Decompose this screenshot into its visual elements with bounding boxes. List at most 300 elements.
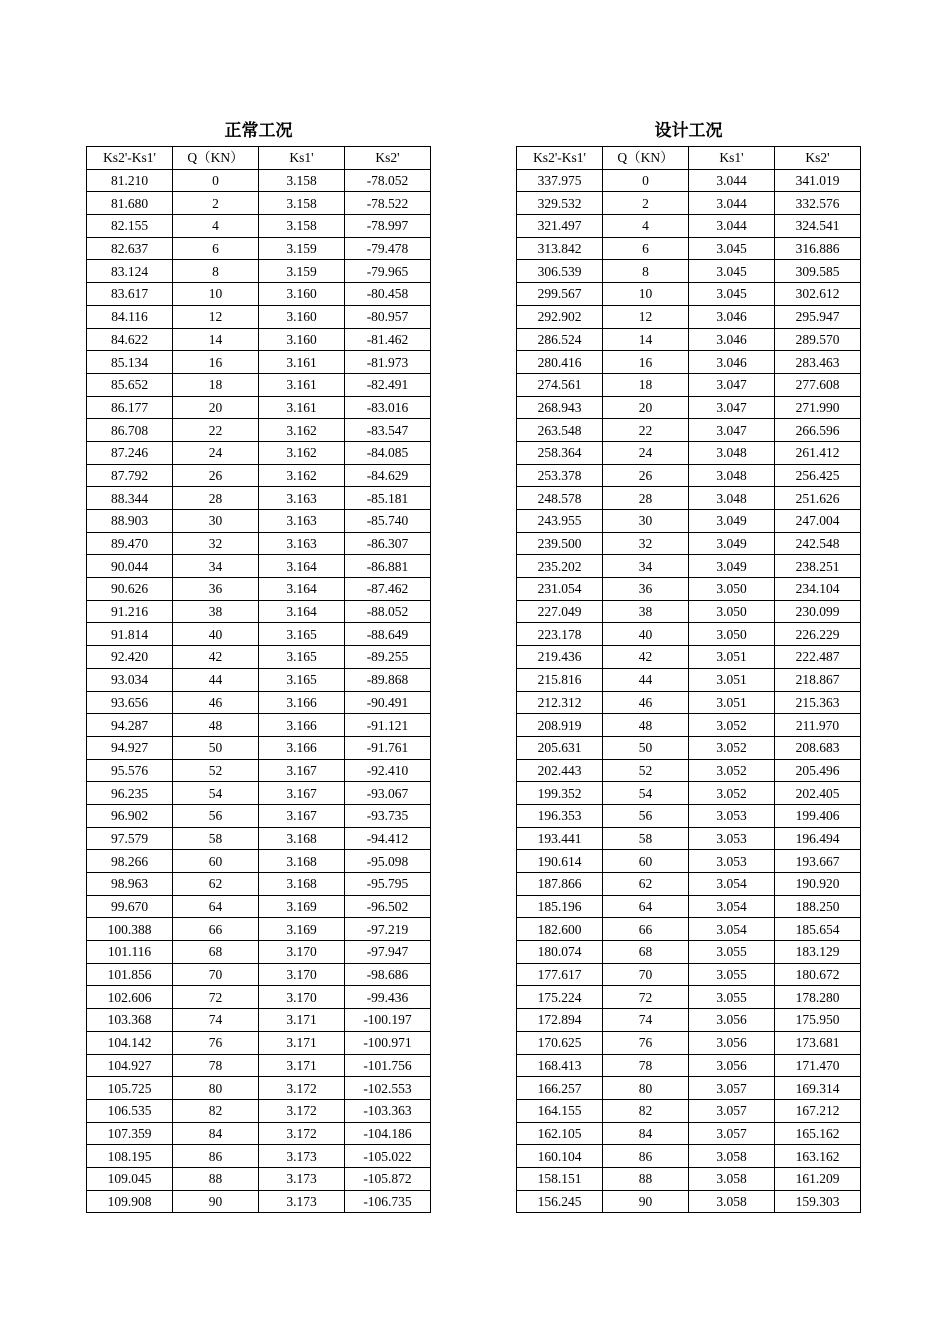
table-header-row	[517, 147, 861, 170]
cell-ks-diff: 321.497	[517, 215, 603, 238]
cell-ks2: 159.303	[775, 1190, 861, 1213]
cell-ks2: -93.735	[345, 804, 431, 827]
cell-ks1: 3.045	[689, 283, 775, 306]
cell-ks2: -90.491	[345, 691, 431, 714]
cell-ks-diff: 94.287	[87, 714, 173, 737]
table-row	[87, 759, 431, 782]
cell-q: 4	[603, 215, 689, 238]
cell-q: 8	[603, 260, 689, 283]
cell-q: 38	[173, 600, 259, 623]
cell-ks1: 3.053	[689, 850, 775, 873]
cell-ks2: 202.405	[775, 782, 861, 805]
cell-ks1: 3.049	[689, 555, 775, 578]
column-header-ks2: Ks2'	[345, 147, 431, 170]
cell-ks-diff: 231.054	[517, 578, 603, 601]
cell-ks2: -78.997	[345, 215, 431, 238]
cell-ks2: 226.229	[775, 623, 861, 646]
cell-ks-diff: 180.074	[517, 941, 603, 964]
table-row	[87, 441, 431, 464]
cell-ks1: 3.161	[259, 396, 345, 419]
table-row	[517, 941, 861, 964]
cell-ks2: 271.990	[775, 396, 861, 419]
cell-ks-diff: 97.579	[87, 827, 173, 850]
cell-q: 78	[603, 1054, 689, 1077]
cell-ks2: 193.667	[775, 850, 861, 873]
table-row	[517, 373, 861, 396]
cell-ks2: -104.186	[345, 1122, 431, 1145]
cell-ks1: 3.047	[689, 396, 775, 419]
cell-ks1: 3.173	[259, 1190, 345, 1213]
table-row	[87, 555, 431, 578]
cell-q: 12	[603, 305, 689, 328]
cell-ks-diff: 103.368	[87, 1009, 173, 1032]
cell-ks2: -84.085	[345, 441, 431, 464]
table-row	[87, 850, 431, 873]
table-row	[517, 963, 861, 986]
cell-q: 20	[603, 396, 689, 419]
table-row	[87, 827, 431, 850]
cell-q: 70	[173, 963, 259, 986]
cell-ks2: 283.463	[775, 351, 861, 374]
cell-ks1: 3.158	[259, 215, 345, 238]
cell-ks-diff: 202.443	[517, 759, 603, 782]
cell-ks2: 261.412	[775, 441, 861, 464]
table-row	[517, 396, 861, 419]
table-row	[517, 169, 861, 192]
cell-ks2: 208.683	[775, 736, 861, 759]
cell-ks-diff: 306.539	[517, 260, 603, 283]
table-row	[517, 464, 861, 487]
cell-ks-diff: 88.903	[87, 510, 173, 533]
table-row	[87, 237, 431, 260]
cell-ks1: 3.168	[259, 873, 345, 896]
cell-ks1: 3.159	[259, 260, 345, 283]
cell-ks1: 3.052	[689, 759, 775, 782]
cell-ks2: -80.957	[345, 305, 431, 328]
table-header-row	[87, 147, 431, 170]
cell-ks1: 3.046	[689, 328, 775, 351]
cell-q: 18	[173, 373, 259, 396]
table-row	[87, 532, 431, 555]
cell-q: 0	[603, 169, 689, 192]
normal-condition-block	[86, 112, 431, 1213]
cell-ks-diff: 102.606	[87, 986, 173, 1009]
cell-ks-diff: 268.943	[517, 396, 603, 419]
cell-ks-diff: 86.177	[87, 396, 173, 419]
cell-ks1: 3.057	[689, 1122, 775, 1145]
cell-ks2: 183.129	[775, 941, 861, 964]
cell-ks1: 3.048	[689, 487, 775, 510]
cell-ks-diff: 98.266	[87, 850, 173, 873]
cell-ks2: 218.867	[775, 668, 861, 691]
cell-ks1: 3.045	[689, 237, 775, 260]
cell-ks-diff: 101.856	[87, 963, 173, 986]
cell-ks-diff: 105.725	[87, 1077, 173, 1100]
cell-q: 20	[173, 396, 259, 419]
table-row	[87, 1190, 431, 1213]
cell-q: 78	[173, 1054, 259, 1077]
table-row	[87, 419, 431, 442]
cell-ks1: 3.051	[689, 668, 775, 691]
cell-q: 6	[603, 237, 689, 260]
table-row	[87, 714, 431, 737]
table-row	[87, 1077, 431, 1100]
cell-ks1: 3.049	[689, 532, 775, 555]
table-row	[87, 464, 431, 487]
cell-q: 52	[173, 759, 259, 782]
cell-ks-diff: 164.155	[517, 1099, 603, 1122]
table-row	[517, 1077, 861, 1100]
cell-ks1: 3.162	[259, 419, 345, 442]
table-row	[517, 578, 861, 601]
cell-ks2: -78.052	[345, 169, 431, 192]
cell-ks-diff: 101.116	[87, 941, 173, 964]
table-row	[517, 850, 861, 873]
table-row	[87, 873, 431, 896]
cell-ks1: 3.057	[689, 1077, 775, 1100]
cell-ks2: -95.098	[345, 850, 431, 873]
cell-ks1: 3.046	[689, 351, 775, 374]
table-row	[87, 623, 431, 646]
cell-q: 86	[173, 1145, 259, 1168]
cell-ks-diff: 100.388	[87, 918, 173, 941]
cell-q: 4	[173, 215, 259, 238]
cell-ks1: 3.051	[689, 691, 775, 714]
cell-q: 56	[173, 804, 259, 827]
table-row	[87, 487, 431, 510]
cell-ks1: 3.161	[259, 373, 345, 396]
cell-ks1: 3.170	[259, 963, 345, 986]
cell-q: 82	[603, 1099, 689, 1122]
cell-q: 10	[603, 283, 689, 306]
cell-q: 60	[603, 850, 689, 873]
cell-ks1: 3.163	[259, 510, 345, 533]
cell-ks1: 3.054	[689, 873, 775, 896]
cell-ks1: 3.169	[259, 918, 345, 941]
cell-ks2: 178.280	[775, 986, 861, 1009]
table-row	[517, 736, 861, 759]
cell-ks1: 3.171	[259, 1031, 345, 1054]
table-row	[87, 1167, 431, 1190]
cell-q: 40	[603, 623, 689, 646]
cell-ks2: -82.491	[345, 373, 431, 396]
cell-ks1: 3.163	[259, 532, 345, 555]
cell-ks-diff: 104.927	[87, 1054, 173, 1077]
table-row	[87, 941, 431, 964]
cell-q: 22	[173, 419, 259, 442]
cell-ks2: -89.255	[345, 646, 431, 669]
cell-ks-diff: 83.617	[87, 283, 173, 306]
table-row	[517, 510, 861, 533]
cell-q: 24	[173, 441, 259, 464]
cell-ks1: 3.057	[689, 1099, 775, 1122]
table-row	[517, 827, 861, 850]
column-header-q: Q（KN）	[603, 147, 689, 170]
cell-ks2: -99.436	[345, 986, 431, 1009]
cell-q: 68	[603, 941, 689, 964]
table-row	[517, 555, 861, 578]
cell-ks1: 3.164	[259, 555, 345, 578]
cell-ks1: 3.172	[259, 1077, 345, 1100]
cell-ks-diff: 162.105	[517, 1122, 603, 1145]
cell-q: 66	[173, 918, 259, 941]
cell-ks2: 175.950	[775, 1009, 861, 1032]
cell-q: 66	[603, 918, 689, 941]
cell-ks1: 3.170	[259, 986, 345, 1009]
cell-ks2: -97.947	[345, 941, 431, 964]
cell-q: 24	[603, 441, 689, 464]
table-row	[87, 668, 431, 691]
cell-q: 2	[173, 192, 259, 215]
cell-q: 72	[603, 986, 689, 1009]
cell-ks-diff: 158.151	[517, 1167, 603, 1190]
table-row	[87, 1122, 431, 1145]
table-row	[517, 873, 861, 896]
cell-ks-diff: 175.224	[517, 986, 603, 1009]
cell-ks-diff: 92.420	[87, 646, 173, 669]
cell-ks-diff: 292.902	[517, 305, 603, 328]
cell-q: 68	[173, 941, 259, 964]
cell-ks-diff: 90.044	[87, 555, 173, 578]
cell-ks-diff: 160.104	[517, 1145, 603, 1168]
cell-ks2: -85.181	[345, 487, 431, 510]
cell-ks-diff: 83.124	[87, 260, 173, 283]
cell-q: 34	[603, 555, 689, 578]
cell-ks1: 3.049	[689, 510, 775, 533]
table-row	[87, 305, 431, 328]
cell-ks1: 3.058	[689, 1190, 775, 1213]
cell-q: 56	[603, 804, 689, 827]
cell-ks-diff: 190.614	[517, 850, 603, 873]
cell-ks2: 222.487	[775, 646, 861, 669]
cell-ks2: 242.548	[775, 532, 861, 555]
cell-ks-diff: 84.116	[87, 305, 173, 328]
cell-q: 40	[173, 623, 259, 646]
cell-q: 46	[603, 691, 689, 714]
cell-ks2: -83.016	[345, 396, 431, 419]
table-row	[517, 1190, 861, 1213]
cell-q: 12	[173, 305, 259, 328]
design-condition-table	[516, 146, 861, 1213]
design-condition-block	[516, 112, 861, 1213]
cell-ks1: 3.160	[259, 328, 345, 351]
table-row	[87, 600, 431, 623]
cell-ks-diff: 243.955	[517, 510, 603, 533]
cell-ks1: 3.164	[259, 600, 345, 623]
cell-ks2: -94.412	[345, 827, 431, 850]
cell-ks2: 302.612	[775, 283, 861, 306]
table-row	[517, 419, 861, 442]
cell-q: 36	[173, 578, 259, 601]
cell-ks-diff: 172.894	[517, 1009, 603, 1032]
cell-ks2: 289.570	[775, 328, 861, 351]
cell-q: 80	[173, 1077, 259, 1100]
cell-q: 26	[173, 464, 259, 487]
cell-ks-diff: 185.196	[517, 895, 603, 918]
cell-q: 76	[603, 1031, 689, 1054]
cell-q: 44	[173, 668, 259, 691]
cell-ks-diff: 187.866	[517, 873, 603, 896]
cell-ks1: 3.166	[259, 714, 345, 737]
table-row	[517, 305, 861, 328]
cell-ks1: 3.165	[259, 646, 345, 669]
cell-ks-diff: 170.625	[517, 1031, 603, 1054]
cell-ks2: -88.052	[345, 600, 431, 623]
cell-ks-diff: 248.578	[517, 487, 603, 510]
cell-ks1: 3.163	[259, 487, 345, 510]
cell-ks1: 3.047	[689, 419, 775, 442]
cell-q: 48	[603, 714, 689, 737]
cell-ks1: 3.162	[259, 464, 345, 487]
cell-ks-diff: 93.034	[87, 668, 173, 691]
table-row	[87, 1054, 431, 1077]
cell-ks-diff: 109.908	[87, 1190, 173, 1213]
cell-ks-diff: 177.617	[517, 963, 603, 986]
cell-ks-diff: 87.246	[87, 441, 173, 464]
cell-q: 62	[173, 873, 259, 896]
cell-q: 8	[173, 260, 259, 283]
cell-ks2: 238.251	[775, 555, 861, 578]
cell-ks-diff: 235.202	[517, 555, 603, 578]
cell-ks1: 3.167	[259, 782, 345, 805]
cell-ks2: -98.686	[345, 963, 431, 986]
column-header-ks1: Ks1'	[259, 147, 345, 170]
table-row	[87, 1031, 431, 1054]
cell-ks-diff: 96.902	[87, 804, 173, 827]
cell-ks1: 3.158	[259, 169, 345, 192]
cell-ks2: -91.761	[345, 736, 431, 759]
cell-ks-diff: 96.235	[87, 782, 173, 805]
column-header-q: Q（KN）	[173, 147, 259, 170]
cell-ks2: 205.496	[775, 759, 861, 782]
table-row	[517, 804, 861, 827]
cell-ks1: 3.054	[689, 895, 775, 918]
cell-ks1: 3.053	[689, 827, 775, 850]
cell-q: 16	[603, 351, 689, 374]
cell-ks-diff: 81.210	[87, 169, 173, 192]
cell-ks1: 3.050	[689, 623, 775, 646]
cell-ks2: -84.629	[345, 464, 431, 487]
cell-ks-diff: 196.353	[517, 804, 603, 827]
table-row	[517, 283, 861, 306]
cell-ks2: -105.872	[345, 1167, 431, 1190]
cell-ks2: 295.947	[775, 305, 861, 328]
cell-q: 30	[173, 510, 259, 533]
cell-ks2: 171.470	[775, 1054, 861, 1077]
cell-ks-diff: 94.927	[87, 736, 173, 759]
table-row	[87, 691, 431, 714]
normal-condition-title: 正常工况	[224, 121, 293, 141]
table-row	[87, 804, 431, 827]
cell-ks2: -106.735	[345, 1190, 431, 1213]
cell-q: 42	[173, 646, 259, 669]
cell-ks1: 3.161	[259, 351, 345, 374]
cell-ks2: 196.494	[775, 827, 861, 850]
cell-ks-diff: 85.134	[87, 351, 173, 374]
column-header-ks2: Ks2'	[775, 147, 861, 170]
cell-q: 28	[603, 487, 689, 510]
cell-ks1: 3.158	[259, 192, 345, 215]
cell-ks-diff: 99.670	[87, 895, 173, 918]
cell-ks-diff: 182.600	[517, 918, 603, 941]
cell-ks2: -97.219	[345, 918, 431, 941]
cell-q: 64	[603, 895, 689, 918]
cell-q: 30	[603, 510, 689, 533]
table-row	[87, 1099, 431, 1122]
table-row	[87, 578, 431, 601]
cell-ks2: 251.626	[775, 487, 861, 510]
cell-ks1: 3.051	[689, 646, 775, 669]
cell-ks-diff: 85.652	[87, 373, 173, 396]
cell-ks2: -79.478	[345, 237, 431, 260]
cell-ks2: 256.425	[775, 464, 861, 487]
cell-ks2: -89.868	[345, 668, 431, 691]
cell-ks1: 3.167	[259, 759, 345, 782]
cell-q: 6	[173, 237, 259, 260]
cell-q: 64	[173, 895, 259, 918]
cell-ks1: 3.047	[689, 373, 775, 396]
cell-q: 42	[603, 646, 689, 669]
cell-ks2: 215.363	[775, 691, 861, 714]
cell-ks2: 199.406	[775, 804, 861, 827]
table-row	[87, 918, 431, 941]
cell-ks-diff: 215.816	[517, 668, 603, 691]
cell-ks1: 3.055	[689, 963, 775, 986]
cell-q: 44	[603, 668, 689, 691]
table-row	[87, 782, 431, 805]
cell-ks-diff: 89.470	[87, 532, 173, 555]
cell-ks-diff: 82.155	[87, 215, 173, 238]
cell-q: 10	[173, 283, 259, 306]
cell-ks-diff: 93.656	[87, 691, 173, 714]
column-header-ks1: Ks1'	[689, 147, 775, 170]
cell-q: 46	[173, 691, 259, 714]
cell-ks1: 3.166	[259, 691, 345, 714]
table-row	[517, 441, 861, 464]
cell-q: 14	[603, 328, 689, 351]
cell-q: 62	[603, 873, 689, 896]
cell-ks2: 188.250	[775, 895, 861, 918]
cell-ks1: 3.168	[259, 850, 345, 873]
table-row	[87, 351, 431, 374]
cell-ks-diff: 299.567	[517, 283, 603, 306]
cell-q: 32	[603, 532, 689, 555]
cell-q: 16	[173, 351, 259, 374]
cell-q: 74	[603, 1009, 689, 1032]
cell-q: 18	[603, 373, 689, 396]
table-row	[87, 396, 431, 419]
cell-ks-diff: 156.245	[517, 1190, 603, 1213]
cell-ks1: 3.052	[689, 714, 775, 737]
table-row	[517, 600, 861, 623]
cell-ks1: 3.054	[689, 918, 775, 941]
table-row	[517, 237, 861, 260]
cell-ks2: -91.121	[345, 714, 431, 737]
table-row	[517, 1145, 861, 1168]
table-row	[517, 1031, 861, 1054]
cell-ks-diff: 263.548	[517, 419, 603, 442]
table-row	[517, 487, 861, 510]
cell-ks2: -93.067	[345, 782, 431, 805]
cell-ks-diff: 227.049	[517, 600, 603, 623]
cell-ks2: 185.654	[775, 918, 861, 941]
cell-ks1: 3.164	[259, 578, 345, 601]
cell-ks1: 3.167	[259, 804, 345, 827]
cell-ks-diff: 86.708	[87, 419, 173, 442]
cell-ks-diff: 87.792	[87, 464, 173, 487]
cell-ks1: 3.162	[259, 441, 345, 464]
cell-ks2: -95.795	[345, 873, 431, 896]
